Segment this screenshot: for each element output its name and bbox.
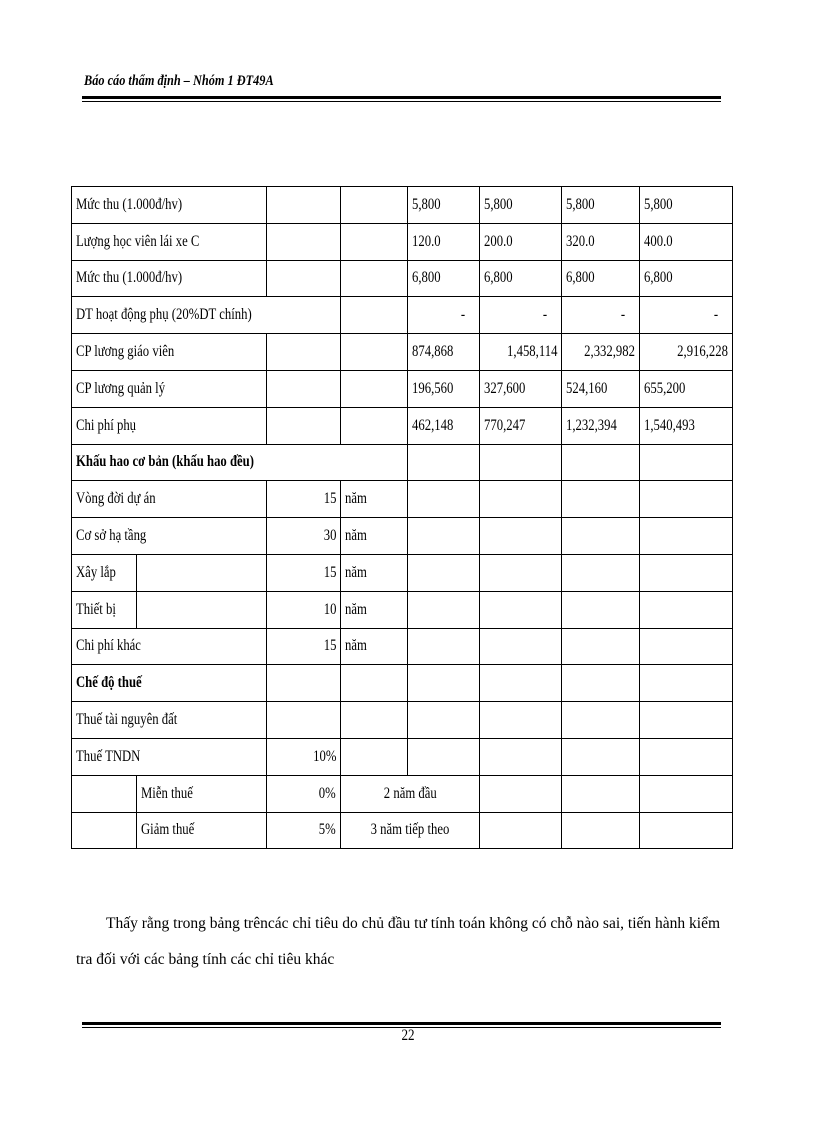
table-row xyxy=(72,260,733,297)
row-label: Cơ sở hạ tầng xyxy=(76,527,147,545)
cell-value: 524,160 xyxy=(566,379,608,397)
cell-value: 0% xyxy=(319,784,336,802)
page-number-text: 22 xyxy=(401,1027,415,1044)
table-row xyxy=(72,702,733,739)
row-label: CP lương giáo viên xyxy=(76,343,175,361)
row-label: Thuế TNDN xyxy=(76,747,141,765)
cell-unit: năm xyxy=(345,600,367,618)
row-label: DT hoạt động phụ (20%DT chính) xyxy=(76,306,252,324)
row-label: Mức thu (1.000đ/hv) xyxy=(76,195,183,213)
cell-value: 6,800 xyxy=(566,269,595,287)
data-table xyxy=(71,186,733,849)
cell-value: 15 xyxy=(323,490,336,508)
table-row xyxy=(72,407,733,444)
cell-value: 1,458,114 xyxy=(506,343,557,361)
header-title: Báo cáo thẩm định – Nhóm 1 ĐT49A xyxy=(84,73,274,89)
table-row xyxy=(72,628,733,665)
cell-value: 15 xyxy=(323,637,336,655)
section-heading-row xyxy=(72,444,733,481)
row-label: Thuế tài nguyên đất xyxy=(76,711,178,729)
cell-value: 6,800 xyxy=(644,269,673,287)
row-label: Xây lắp xyxy=(76,563,116,581)
cell-value: 655,200 xyxy=(644,379,686,397)
row-label: Thiết bị xyxy=(76,600,116,618)
cell-value: 462,148 xyxy=(412,416,454,434)
cell-value: 1,540,493 xyxy=(644,416,695,434)
cell-unit: năm xyxy=(345,563,367,581)
section-heading: Khấu hao cơ bản (khấu hao đều) xyxy=(76,453,254,471)
cell-value: 120.0 xyxy=(412,232,441,250)
cell-value: 10% xyxy=(312,747,336,765)
cell-unit: năm xyxy=(345,490,367,508)
cell-value: 10 xyxy=(323,600,336,618)
cell-value: 15 xyxy=(323,563,336,581)
cell-value: - xyxy=(713,306,718,324)
row-label: Vòng đời dự án xyxy=(76,490,156,508)
cell-value: - xyxy=(542,306,547,324)
table-row xyxy=(72,554,733,591)
cell-value: 5,800 xyxy=(484,195,513,213)
table-row xyxy=(72,775,733,812)
row-label: CP lương quản lý xyxy=(76,379,166,397)
table-row xyxy=(72,187,733,224)
table-row xyxy=(72,518,733,555)
header-rule xyxy=(82,96,721,99)
row-label: Chi phí khác xyxy=(76,637,141,655)
cell-value: 196,560 xyxy=(412,379,454,397)
cell-period: 3 năm tiếp theo xyxy=(370,821,450,839)
header-rule-thin xyxy=(82,101,721,102)
row-label: Miễn thuế xyxy=(141,784,193,802)
cell-value: 6,800 xyxy=(484,269,513,287)
cell-value: 874,868 xyxy=(412,343,454,361)
table-row xyxy=(72,223,733,260)
table-row xyxy=(72,812,733,849)
table-row xyxy=(72,591,733,628)
row-label: Lượng học viên lái xe C xyxy=(76,232,200,250)
cell-unit: năm xyxy=(345,527,367,545)
cell-value: 30 xyxy=(323,527,336,545)
table-row xyxy=(72,297,733,334)
table-row xyxy=(72,738,733,775)
cell-value: 770,247 xyxy=(484,416,526,434)
cell-value: 5,800 xyxy=(566,195,595,213)
cell-value: 200.0 xyxy=(484,232,513,250)
row-label: Chi phí phụ xyxy=(76,416,137,434)
body-paragraph xyxy=(76,906,726,978)
cell-period: 2 năm đầu xyxy=(383,784,437,802)
row-label: Mức thu (1.000đ/hv) xyxy=(76,269,183,287)
cell-value: 6,800 xyxy=(412,269,441,287)
cell-value: 2,916,228 xyxy=(677,343,728,361)
cell-value: 327,600 xyxy=(484,379,526,397)
cell-value: - xyxy=(460,306,465,324)
cell-unit: năm xyxy=(345,637,367,655)
row-label: Giảm thuế xyxy=(141,821,195,839)
cell-value: 5,800 xyxy=(644,195,673,213)
cell-value: 2,332,982 xyxy=(584,343,635,361)
cell-value: 1,232,394 xyxy=(566,416,617,434)
paragraph-text: Thấy rằng trong bảng trêncác chỉ tiêu do chủ đầu tư tính toán không có chỗ nào sai, tiến hành kiểm tra đối với các bảng tính các chỉ tiêu khác xyxy=(76,915,721,968)
cell-value: 5,800 xyxy=(412,195,441,213)
cell-value: 320.0 xyxy=(566,232,595,250)
cell-value: 400.0 xyxy=(644,232,673,250)
table-row xyxy=(72,334,733,371)
section-heading-row xyxy=(72,665,733,702)
section-heading: Chế độ thuế xyxy=(76,674,142,692)
footer-rule xyxy=(82,1022,721,1025)
cell-value: - xyxy=(620,306,625,324)
page-number xyxy=(0,1027,816,1045)
table-row xyxy=(72,370,733,407)
cell-value: 5% xyxy=(319,821,336,839)
table-row xyxy=(72,481,733,518)
